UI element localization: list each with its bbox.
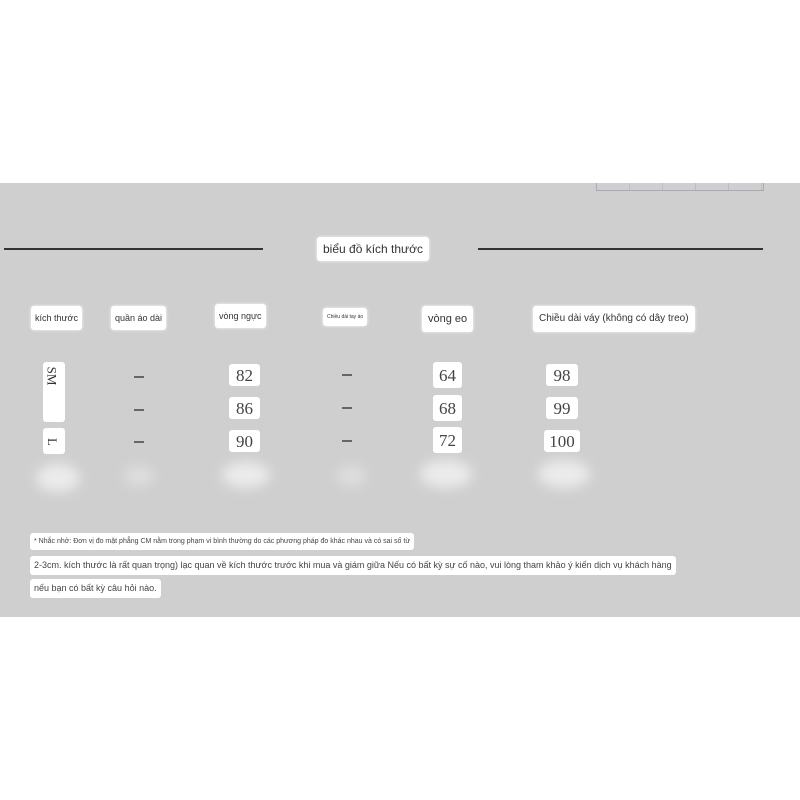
title-divider-left [4,248,263,250]
title-divider-right [478,248,763,250]
faded-row-blur [420,460,472,488]
length-dash [134,376,144,378]
faded-row-blur [538,460,590,488]
size-label-l: L [44,438,60,446]
faded-row-blur [336,466,366,486]
faded-row-blur [222,462,270,488]
header-length: quần áo dài [111,306,166,330]
note-line-3: nếu bạn có bất kỳ câu hỏi nào. [30,579,161,598]
header-sleeve-length: Chiều dài tay áo [323,308,367,326]
size-cell-sm [43,362,65,422]
waist-value: 64 [433,362,462,388]
faded-row-blur [36,464,80,492]
note-line-2: 2-3cm. kích thước là rất quan trọng) lạc quan về kích thước trước khi mua và giám giữa Nếu có bất kỳ sự cố nào, vui lòng tham khảo ý kiến dịch vụ khách hàng [30,556,676,575]
bust-value: 86 [229,397,260,419]
skirt-length-value: 98 [546,364,578,386]
faded-row-blur [124,466,154,486]
header-bust: vòng ngực [215,304,266,328]
sleeve-dash [342,407,352,409]
chart-title: biểu đồ kích thước [317,237,429,261]
waist-value: 68 [433,395,462,421]
sleeve-dash [342,374,352,376]
skirt-length-value: 99 [546,397,578,419]
bust-value: 82 [229,364,260,386]
length-dash [134,441,144,443]
waist-value: 72 [433,427,462,453]
table-fragment [596,183,764,191]
header-waist: vòng eo [422,306,473,332]
note-line-1: * Nhắc nhở: Đơn vị đo mặt phẳng CM nằm trong phạm vi bình thường do các phương pháp đo khác nhau và có sai số từ [30,533,414,550]
header-size: kích thước [31,306,82,330]
size-label-sm: SM [44,366,60,386]
bust-value: 90 [229,430,260,452]
skirt-length-value: 100 [544,430,580,452]
length-dash [134,409,144,411]
sleeve-dash [342,440,352,442]
header-skirt-length: Chiều dài váy (không có dây treo) [533,306,695,332]
size-cell-l [43,428,65,454]
